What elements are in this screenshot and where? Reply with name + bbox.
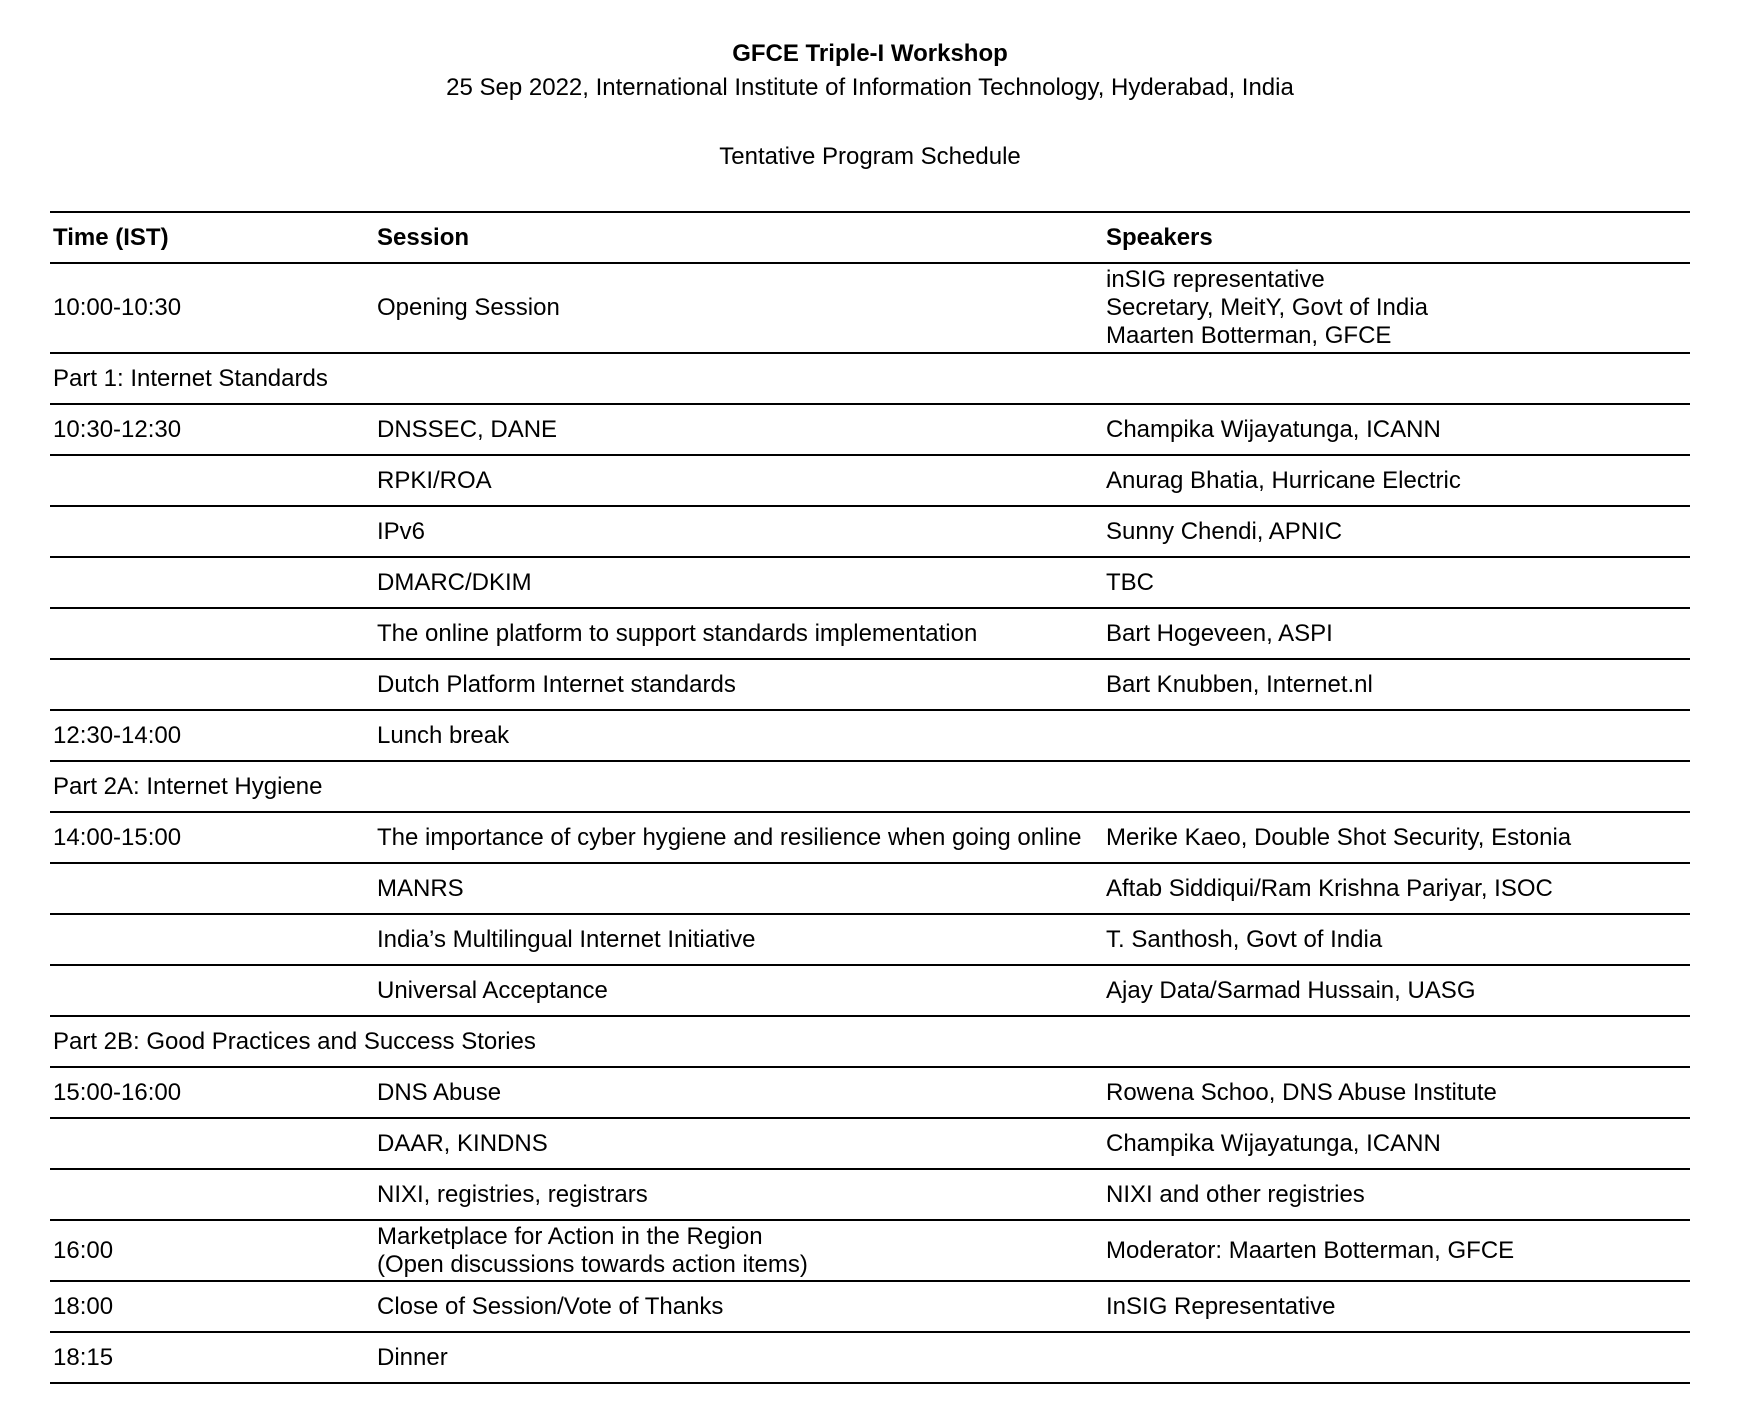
speakers-cell: Anurag Bhatia, Hurricane Electric (1103, 455, 1690, 506)
session-cell: India’s Multilingual Internet Initiative (374, 914, 1103, 965)
table-row (50, 263, 1690, 353)
speakers-cell (1103, 761, 1690, 812)
speakers-cell: Ajay Data/Sarmad Hussain, UASG (1103, 965, 1690, 1016)
speaker-line: Maarten Botterman, GFCE (1106, 322, 1392, 349)
session-cell: Lunch break (374, 710, 1103, 761)
session-cell: Dutch Platform Internet standards (374, 659, 1103, 710)
session-cell (374, 263, 1103, 353)
speakers-cell (1103, 1016, 1690, 1067)
speakers-cell: Aftab Siddiqui/Ram Krishna Pariyar, ISOC (1103, 863, 1690, 914)
session-cell: The importance of cyber hygiene and resilience when going online (374, 812, 1103, 863)
table-row (50, 557, 1690, 608)
table-row (50, 1169, 1690, 1220)
table-row (50, 455, 1690, 506)
session-cell (374, 1220, 1103, 1281)
time-cell (50, 914, 374, 965)
section-title: Part 1: Internet Standards (50, 353, 374, 404)
column-header-time: Time (IST) (50, 212, 374, 263)
table-row (50, 863, 1690, 914)
speakers-cell: Merike Kaeo, Double Shot Security, Estonia (1103, 812, 1690, 863)
session-cell: NIXI, registries, registrars (374, 1169, 1103, 1220)
speakers-cell: Rowena Schoo, DNS Abuse Institute (1103, 1067, 1690, 1118)
speakers-cell (1103, 710, 1690, 761)
session-cell: Universal Acceptance (374, 965, 1103, 1016)
column-header-session: Session (374, 212, 1103, 263)
table-row (50, 404, 1690, 455)
table-row (50, 608, 1690, 659)
session-cell: RPKI/ROA (374, 455, 1103, 506)
table-header-row (50, 212, 1690, 263)
table-row (50, 1118, 1690, 1169)
session-cell: Dinner (374, 1332, 1103, 1383)
time-cell (50, 557, 374, 608)
speakers-cell: Champika Wijayatunga, ICANN (1103, 404, 1690, 455)
table-row (50, 710, 1690, 761)
time-cell (50, 455, 374, 506)
document-subtitle: 25 Sep 2022, International Institute of Information Technology, Hyderabad, India (446, 74, 1294, 101)
time-cell (50, 965, 374, 1016)
session-line: Opening Session (377, 294, 560, 321)
section-title: Part 2B: Good Practices and Success Stories (50, 1016, 374, 1067)
speakers-cell: Moderator: Maarten Botterman, GFCE (1103, 1220, 1690, 1281)
time-cell: 12:30-14:00 (50, 710, 374, 761)
session-cell (374, 353, 1103, 404)
table-row (50, 1281, 1690, 1332)
time-cell: 15:00-16:00 (50, 1067, 374, 1118)
session-line: (Open discussions towards action items) (377, 1250, 808, 1278)
program-schedule-table (50, 211, 1690, 1384)
table-row (50, 812, 1690, 863)
section-header-row (50, 1016, 1690, 1067)
session-cell: Close of Session/Vote of Thanks (374, 1281, 1103, 1332)
time-cell: 18:00 (50, 1281, 374, 1332)
speakers-cell: Champika Wijayatunga, ICANN (1103, 1118, 1690, 1169)
speakers-cell: Bart Hogeveen, ASPI (1103, 608, 1690, 659)
speakers-cell: TBC (1103, 557, 1690, 608)
schedule-heading: Tentative Program Schedule (719, 143, 1021, 170)
time-cell (50, 1169, 374, 1220)
session-cell: DMARC/DKIM (374, 557, 1103, 608)
table-row (50, 506, 1690, 557)
table-row (50, 1220, 1690, 1281)
speakers-cell: InSIG Representative (1103, 1281, 1690, 1332)
time-cell: 14:00-15:00 (50, 812, 374, 863)
speakers-cell: NIXI and other registries (1103, 1169, 1690, 1220)
session-line: Marketplace for Action in the Region (377, 1222, 763, 1250)
session-cell (374, 761, 1103, 812)
session-cell: DNSSEC, DANE (374, 404, 1103, 455)
table-row (50, 965, 1690, 1016)
time-cell: 10:30-12:30 (50, 404, 374, 455)
speakers-cell: Bart Knubben, Internet.nl (1103, 659, 1690, 710)
table-row (50, 914, 1690, 965)
session-cell: MANRS (374, 863, 1103, 914)
speaker-line: inSIG representative (1106, 266, 1325, 293)
section-header-row (50, 761, 1690, 812)
session-cell: The online platform to support standards implementation (374, 608, 1103, 659)
time-cell (50, 506, 374, 557)
speakers-cell (1103, 1332, 1690, 1383)
time-cell (50, 659, 374, 710)
speakers-cell: T. Santhosh, Govt of India (1103, 914, 1690, 965)
document-title: GFCE Triple-I Workshop (732, 40, 1008, 67)
speakers-cell (1103, 353, 1690, 404)
time-cell: 10:00-10:30 (50, 263, 374, 353)
time-cell: 16:00 (50, 1220, 374, 1281)
time-cell: 18:15 (50, 1332, 374, 1383)
column-header-speakers: Speakers (1103, 212, 1690, 263)
section-header-row (50, 353, 1690, 404)
speakers-cell (1103, 263, 1690, 353)
table-row (50, 659, 1690, 710)
time-cell (50, 1118, 374, 1169)
session-cell: DAAR, KINDNS (374, 1118, 1103, 1169)
speaker-line: Secretary, MeitY, Govt of India (1106, 294, 1428, 321)
speakers-cell: Sunny Chendi, APNIC (1103, 506, 1690, 557)
session-cell: DNS Abuse (374, 1067, 1103, 1118)
session-cell: IPv6 (374, 506, 1103, 557)
time-cell (50, 863, 374, 914)
table-row (50, 1332, 1690, 1383)
time-cell (50, 608, 374, 659)
section-title: Part 2A: Internet Hygiene (50, 761, 374, 812)
table-row (50, 1067, 1690, 1118)
